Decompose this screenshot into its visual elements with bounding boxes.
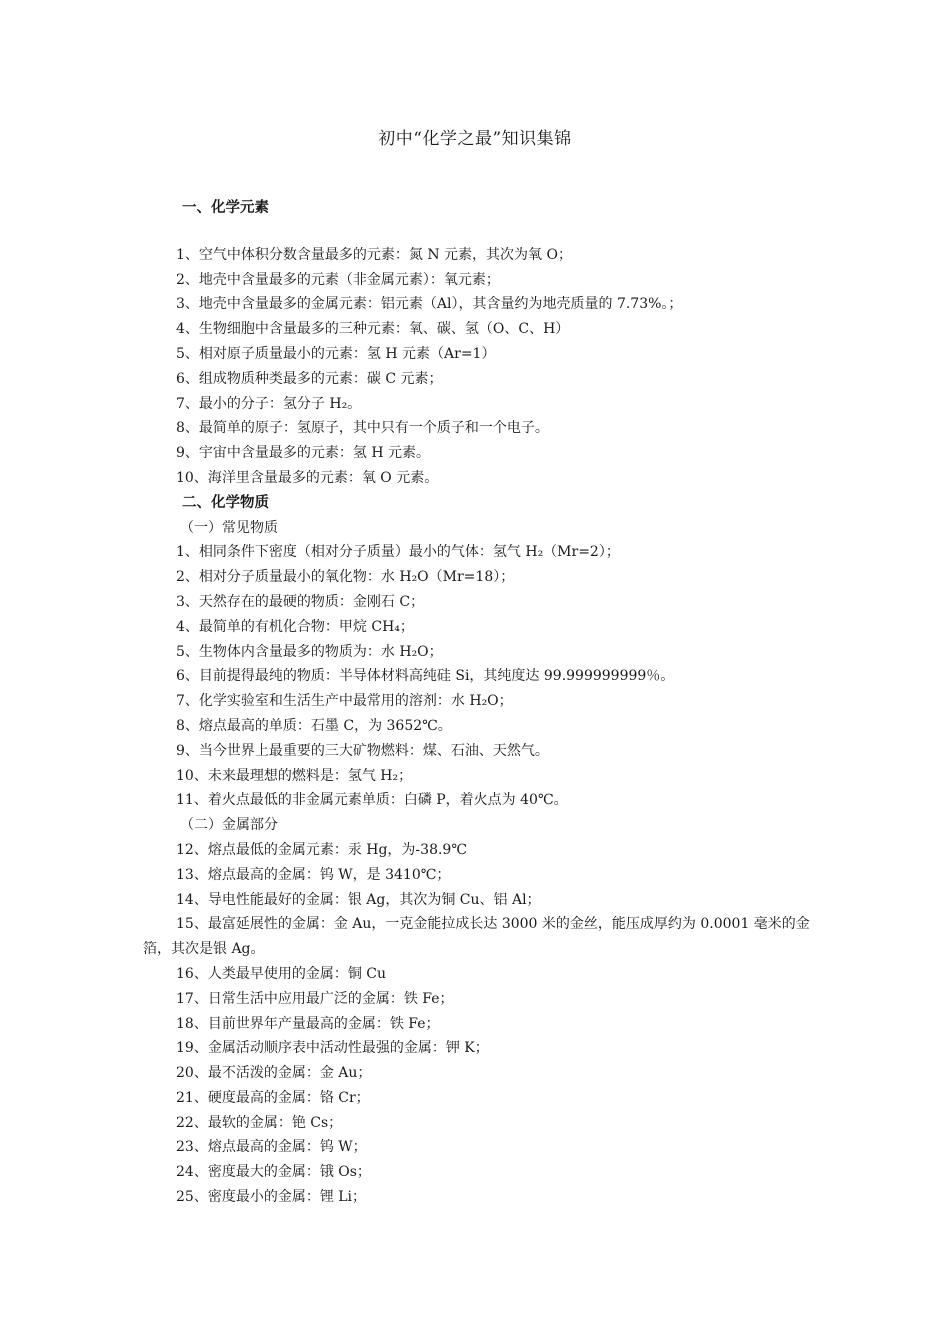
list-item: 24、密度最大的金属：锇 Os； [176, 1164, 371, 1181]
section-heading-substances: 二、化学物质 [182, 494, 269, 511]
list-item: 18、目前世界年产量最高的金属：铁 Fe； [176, 1015, 440, 1032]
list-item: 4、最简单的有机化合物：甲烷 CH₄； [176, 618, 414, 635]
list-item: 12、熔点最低的金属元素：汞 Hg，为-38.9℃ [176, 841, 467, 858]
list-item: 9、宇宙中含量最多的元素：氢 H 元素。 [176, 445, 431, 462]
list-item: 2、相对分子质量最小的氧化物：水 H₂O（Mr=18）； [176, 569, 515, 586]
list-item: 21、硬度最高的金属：铬 Cr； [176, 1089, 370, 1106]
metals-list [143, 838, 816, 1210]
list-item: 17、日常生活中应用最广泛的金属：铁 Fe； [176, 990, 454, 1007]
list-item: 9、当今世界上最重要的三大矿物燃料：煤、石油、天然气。 [176, 742, 549, 759]
list-item: 6、组成物质种类最多的元素：碳 C 元素； [176, 370, 443, 387]
list-item: 1、相同条件下密度（相对分子质量）最小的气体：氢气 H₂（Mr=2）； [176, 544, 620, 561]
list-item: 19、金属活动顺序表中活动性最强的金属：钾 K； [176, 1040, 489, 1057]
list-item: 13、熔点最高的金属：钨 W，是 3410℃； [176, 866, 451, 883]
list-item: 15、最富延展性的金属：金 Au，一克金能拉成长达 3000 米的金丝，能压成厚约为 0.0001 毫米的金箔，其次是银 Ag。 [143, 916, 810, 958]
list-item: 6、目前提得最纯的物质：半导体材料高纯硅 Si，其纯度达 99.999999999％。 [176, 668, 675, 685]
document-title: 初中“化学之最”知识集锦 [378, 129, 572, 149]
list-item: 8、熔点最高的单质：石墨 C，为 3652℃。 [176, 717, 452, 734]
subsection-heading-common: （一）常见物质 [180, 519, 278, 536]
document-body [143, 196, 816, 1210]
elements-list [176, 243, 816, 491]
list-item: 20、最不活泼的金属：金 Au； [176, 1065, 372, 1082]
list-item: 10、海洋里含量最多的元素：氧 O 元素。 [176, 469, 439, 486]
list-item: 14、导电性能最好的金属：银 Ag，其次为铜 Cu、铝 Al； [176, 891, 541, 908]
list-item: 7、化学实验室和生活生产中最常用的溶剂：水 H₂O； [176, 693, 513, 710]
list-item: 22、最软的金属：铯 Cs； [176, 1114, 343, 1131]
list-item: 5、相对原子质量最小的元素：氢 H 元素（Ar=1） [176, 345, 496, 362]
list-item: 1、空气中体积分数含量最多的元素：氮 N 元素，其次为氧 O； [176, 246, 572, 263]
list-item: 3、地壳中含量最多的金属元素：铝元素（Al），其含量约为地壳质量的 7.73%。； [176, 296, 683, 313]
list-item: 3、天然存在的最硬的物质：金刚石 C； [176, 593, 425, 610]
subsection-heading-metals: （二）金属部分 [180, 817, 278, 834]
list-item: 23、熔点最高的金属：钨 W； [176, 1139, 367, 1156]
common-substances-list [176, 540, 816, 813]
list-item: 7、最小的分子：氢分子 H₂。 [176, 395, 362, 412]
section-heading-elements: 一、化学元素 [182, 200, 269, 216]
list-item: 8、最简单的原子：氢原子，其中只有一个质子和一个电子。 [176, 420, 549, 437]
list-item: 2、地壳中含量最多的元素（非金属元素）：氧元素； [176, 271, 500, 288]
list-item: 10、未来最理想的燃料是：氢气 H₂； [176, 767, 413, 784]
list-item: 5、生物体内含量最多的物质为：水 H₂O； [176, 643, 443, 660]
list-item: 16、人类最早使用的金属：铜 Cu [176, 965, 386, 982]
list-item: 4、生物细胞中含量最多的三种元素：氧、碳、氢（O、C、H） [176, 321, 570, 338]
list-item: 11、着火点最低的非金属元素单质：白磷 P，着火点为 40℃。 [176, 792, 568, 809]
list-item: 25、密度最小的金属：锂 Li； [176, 1189, 367, 1206]
